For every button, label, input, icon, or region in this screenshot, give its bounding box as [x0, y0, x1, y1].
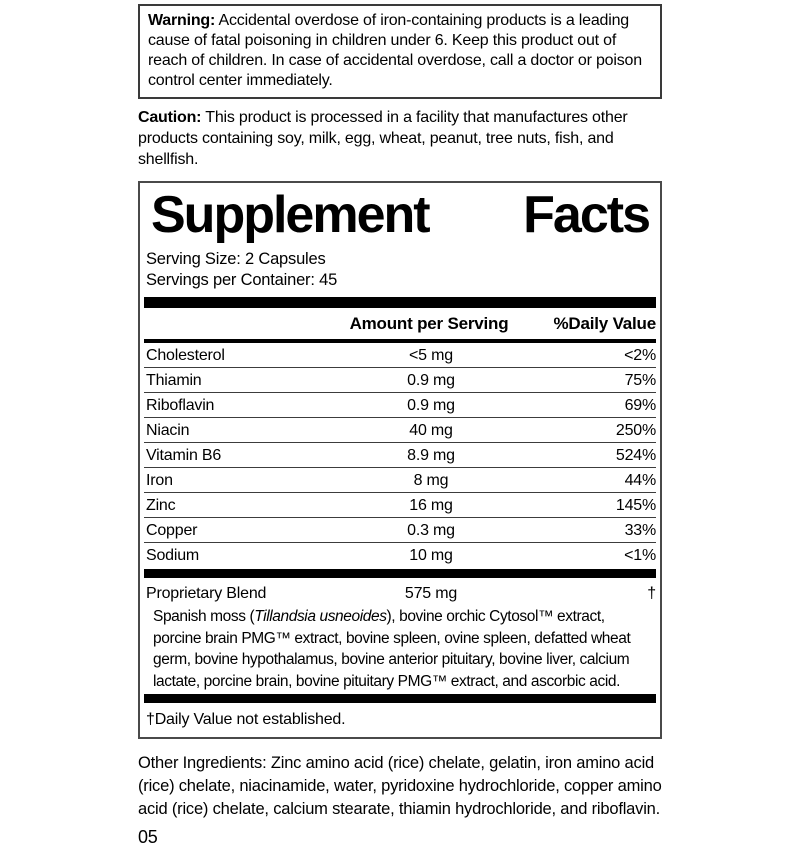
daily-value-footnote: †Daily Value not established.	[146, 711, 346, 729]
nutrient-name: Riboflavin	[146, 397, 215, 415]
nutrient-header-row	[144, 308, 656, 339]
col-header-amount: Amount per Serving	[349, 313, 509, 333]
nutrient-row-niacin	[144, 418, 656, 443]
divider-bar-blend	[144, 569, 656, 578]
label-page	[138, 0, 662, 847]
blend-amount: 575 mg	[404, 585, 458, 603]
page-number: 05	[138, 827, 158, 847]
proprietary-blend-row	[144, 578, 656, 604]
nutrient-dv: <1%	[624, 547, 656, 565]
nutrient-amount: 16 mg	[409, 497, 453, 515]
nutrient-dv: 145%	[615, 497, 656, 515]
nutrient-row-riboflavin	[144, 393, 656, 418]
title-word-supplement: Supplement	[151, 186, 429, 244]
nutrient-dv: 69%	[624, 397, 656, 415]
nutrient-amount: 8.9 mg	[407, 447, 455, 465]
nutrient-name: Zinc	[146, 497, 176, 515]
nutrient-amount: 8 mg	[413, 472, 449, 490]
nutrient-row-iron	[144, 468, 656, 493]
nutrient-amount: 0.3 mg	[407, 522, 455, 540]
divider-bar-footnote	[144, 694, 656, 703]
supplement-facts-panel	[138, 181, 662, 739]
warning-paragraph	[148, 11, 652, 91]
warning-text: Accidental overdose of iron-containing products is a leading cause of fatal poisoning in children under 6. Keep this product out of reach of children. In case of accidental overdose, call a doctor or poison control center immediately.	[148, 12, 642, 89]
nutrient-name: Copper	[146, 522, 198, 540]
nutrient-row-zinc	[144, 493, 656, 518]
blend-desc-latin-name: Tillandsia usneoides	[254, 608, 387, 626]
nutrient-amount: 0.9 mg	[407, 372, 455, 390]
nutrient-dv: 75%	[624, 372, 656, 390]
servings-per-container: Servings per Container: 45	[146, 270, 338, 289]
blend-dv-dagger: †	[647, 585, 656, 603]
blend-desc-pre: Spanish moss (	[153, 608, 255, 626]
nutrient-amount: 10 mg	[409, 547, 453, 565]
caution-label: Caution:	[138, 109, 202, 126]
caution-paragraph	[138, 107, 662, 170]
nutrient-amount: <5 mg	[409, 347, 453, 365]
nutrient-row-copper	[144, 518, 656, 543]
nutrient-name: Thiamin	[146, 372, 202, 390]
title-word-facts: Facts	[523, 186, 649, 244]
nutrient-name: Cholesterol	[146, 347, 225, 365]
nutrient-dv: 250%	[615, 422, 656, 440]
nutrient-name: Vitamin B6	[146, 447, 222, 465]
nutrient-amount: 40 mg	[409, 422, 453, 440]
divider-bar-top	[144, 297, 656, 308]
warning-label: Warning:	[148, 12, 216, 29]
nutrient-dv: <2%	[624, 347, 656, 365]
nutrient-dv: 44%	[624, 472, 656, 490]
warning-box	[138, 4, 662, 99]
nutrient-name: Niacin	[146, 422, 190, 440]
nutrient-dv: 524%	[615, 447, 656, 465]
nutrient-row-thiamin	[144, 368, 656, 393]
caution-text: This product is processed in a facility that manufactures other products containing soy, milk, egg, wheat, peanut, tree nuts, fish, and shellfish.	[138, 109, 628, 168]
other-ingredients-paragraph: Other Ingredients: Zinc amino acid (rice) chelate, gelatin, iron amino acid (rice) chelate, niacinamide, water, pyridoxine hydrochloride, copper amino acid (rice) chelate, calcium stearate, thiamin hydrochloride, and riboflavin.	[138, 754, 662, 819]
col-header-dv: %Daily Value	[553, 313, 656, 333]
nutrient-amount: 0.9 mg	[407, 397, 455, 415]
nutrient-name: Sodium	[146, 547, 200, 565]
blend-name: Proprietary Blend	[146, 585, 267, 603]
blend-desc-post: ), bovine orchic Cytosol™ extract, porcine brain PMG™ extract, bovine spleen, ovine spleen, defatted wheat germ, bovine hypothalamus, bovine anterior pituitary, bovine liver, calcium lactate, porcine brain, bovine pituitary PMG™ extract, and ascorbic acid.	[153, 608, 631, 690]
nutrient-row-cholesterol	[144, 343, 656, 368]
nutrient-dv: 33%	[624, 522, 656, 540]
nutrient-row-vitamin-b6	[144, 443, 656, 468]
serving-size: Serving Size: 2 Capsules	[146, 249, 326, 268]
nutrient-row-sodium	[144, 543, 656, 567]
blend-description	[144, 606, 656, 692]
panel-title	[144, 186, 656, 244]
nutrient-name: Iron	[146, 472, 173, 490]
